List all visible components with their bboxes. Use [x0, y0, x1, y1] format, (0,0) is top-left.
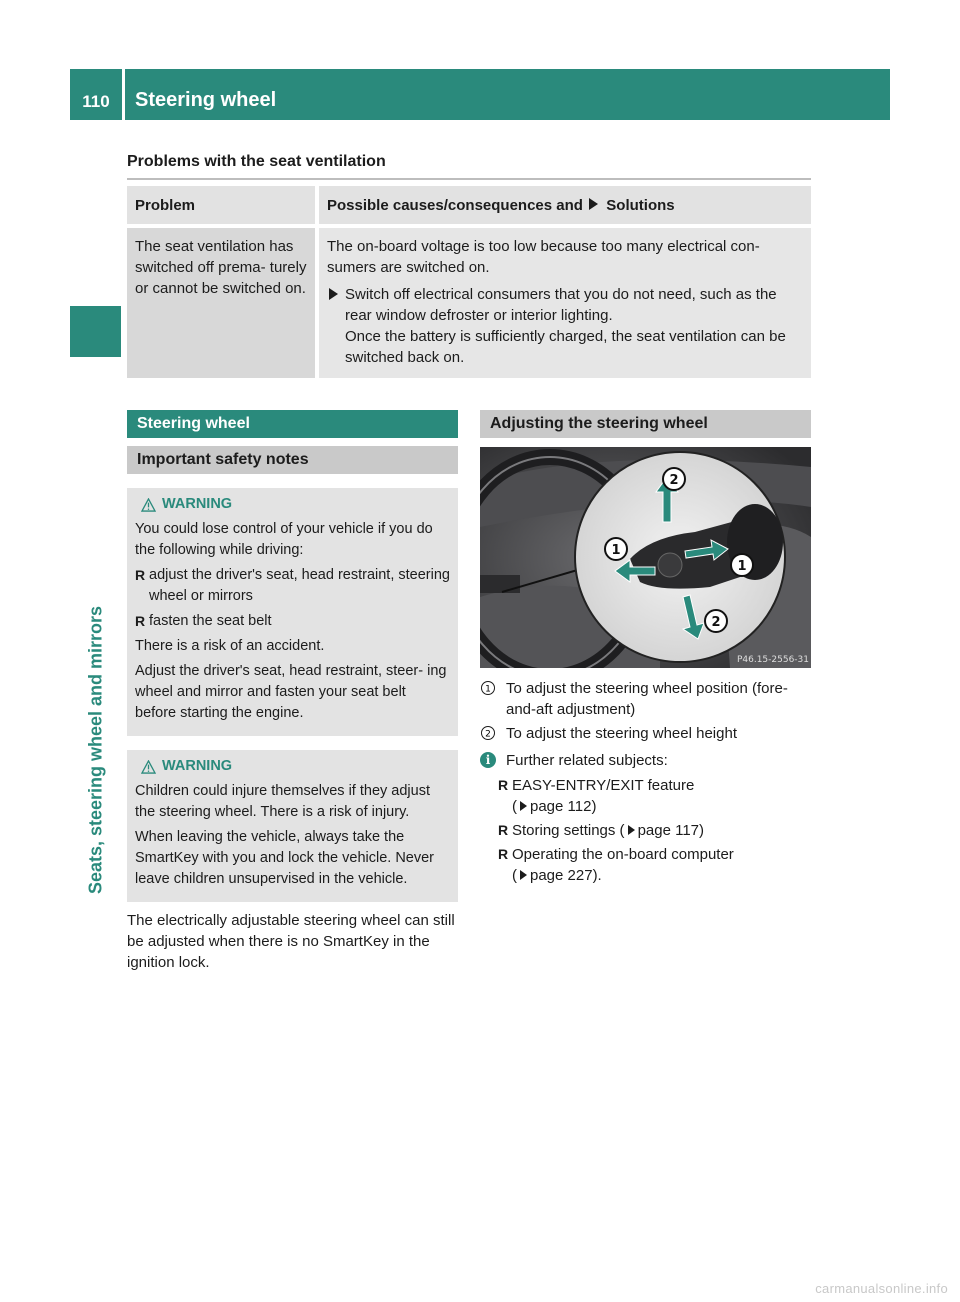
callout-2-top: 2 [669, 473, 679, 488]
step-followup-text: Once the battery is sufficiently charged, the seat ventilation can be switched back on. [345, 328, 786, 366]
warning-text: When leaving the vehicle, always take the SmartKey with you and lock the vehicle. Never leave children unsupervised in the vehicle. [135, 829, 434, 887]
page-reference[interactable]: page 227). [530, 867, 602, 884]
callout-1-right: 1 [737, 559, 747, 574]
figure-legend [480, 678, 811, 886]
warning-text: Children could injure themselves if they adjust the steering wheel. There is a risk of injury. [135, 783, 430, 820]
warning-heading [135, 756, 450, 777]
list-item-text: fasten the seat belt [149, 613, 272, 629]
warning-label: WARNING [162, 758, 233, 774]
svg-text:2: 2 [485, 729, 491, 740]
legend-item [480, 723, 811, 744]
legend-text: To adjust the steering wheel position (fore-and-aft adjustment) [506, 680, 788, 718]
warning-box-children [127, 750, 458, 902]
section-divider [127, 178, 811, 180]
watermark: carmanualsonline.info [815, 1281, 948, 1296]
right-column [480, 410, 811, 889]
cause-text: The on-board voltage is too low because too many electrical con- sumers are switched on. [327, 238, 760, 276]
list-item [135, 611, 450, 632]
warning-intro: You could lose control of your vehicle if you do the following while driving: [135, 521, 433, 558]
related-link[interactable]: EASY-ENTRY/EXIT feature [512, 777, 695, 794]
list-item: R EASY-ENTRY/EXIT feature ( page 112) [498, 777, 695, 815]
steering-column-illustration [480, 447, 811, 668]
solution-cell [317, 226, 811, 378]
bullet-icon: R [135, 567, 146, 583]
related-subjects-list [498, 775, 811, 886]
page-ref-arrow-icon [520, 870, 527, 880]
related-link[interactable]: Storing settings ( [512, 822, 625, 839]
svg-text:1: 1 [485, 684, 491, 695]
page-header [70, 69, 890, 120]
page-reference[interactable]: page 112) [530, 798, 597, 815]
callout-2-icon [480, 725, 496, 741]
info-note [480, 750, 811, 771]
column-header-solutions-prefix: Possible causes/consequences and [327, 196, 583, 214]
bullet-icon: R [498, 822, 509, 838]
page-number: 110 [82, 92, 110, 111]
list-item [135, 565, 450, 607]
left-column [127, 410, 458, 973]
warning-risk: There is a risk of an accident. [135, 638, 325, 654]
list-item [498, 820, 811, 841]
subsection-heading-safety-notes: Important safety notes [127, 446, 458, 474]
column-header-problem: Problem [127, 186, 317, 226]
warning-triangle-icon [141, 498, 156, 512]
warning-label: WARNING [162, 496, 233, 512]
problem-cell: The seat ventilation has switched off prema- turely or cannot be switched on. [127, 226, 317, 378]
page-ref-arrow-icon [628, 825, 635, 835]
callout-1-icon [480, 680, 496, 696]
solution-step [327, 284, 803, 368]
problems-table [127, 186, 811, 378]
info-icon: i [480, 752, 496, 768]
step-text: Switch off electrical consumers that you do not need, such as the rear window defroster or interior lighting. [345, 286, 777, 324]
legend-text: To adjust the steering wheel height [506, 725, 737, 742]
callout-1-left: 1 [611, 543, 621, 558]
info-intro: Further related subjects: [506, 752, 668, 769]
list-item-text: adjust the driver's seat, head restraint, steering wheel or mirrors [149, 567, 450, 604]
table-header-row [127, 186, 811, 226]
bullet-icon: R [498, 846, 509, 862]
warning-advice: Adjust the driver's seat, head restraint, steer- ing wheel and mirror and fasten your seat belt before starting the engine. [135, 663, 447, 721]
list-item: R Operating the on-board computer ( page 227). [498, 846, 734, 884]
body-paragraph: The electrically adjustable steering wheel can still be adjusted when there is no SmartKey in the ignition lock. [127, 912, 455, 971]
related-link[interactable]: Operating the on-board computer [512, 846, 734, 863]
play-arrow-icon [329, 288, 338, 300]
legend-item [480, 678, 811, 720]
chapter-tab-marker [70, 306, 121, 357]
problems-section-title: Problems with the seat ventilation [127, 153, 386, 170]
page-title: Steering wheel [135, 89, 277, 111]
table-row [127, 226, 811, 378]
column-header-solutions [317, 186, 811, 226]
page-reference[interactable]: page 117) [637, 822, 705, 839]
figure-code: P46.15-2556-31 [736, 655, 809, 665]
section-heading-steering-wheel: Steering wheel [127, 410, 458, 438]
column-header-solutions-suffix: Solutions [606, 196, 675, 214]
warning-box-driving [127, 488, 458, 736]
play-arrow-icon [589, 198, 598, 210]
bullet-icon: R [498, 777, 509, 793]
chapter-tab-label: Seats, steering wheel and mirrors [85, 605, 106, 895]
bullet-icon: R [135, 613, 146, 629]
callout-2-bottom: 2 [711, 615, 721, 630]
section-heading-adjusting: Adjusting the steering wheel [480, 410, 811, 438]
warning-triangle-icon [141, 760, 156, 774]
warning-heading [135, 494, 450, 515]
steering-wheel-figure [480, 447, 811, 668]
page-ref-arrow-icon [520, 801, 527, 811]
